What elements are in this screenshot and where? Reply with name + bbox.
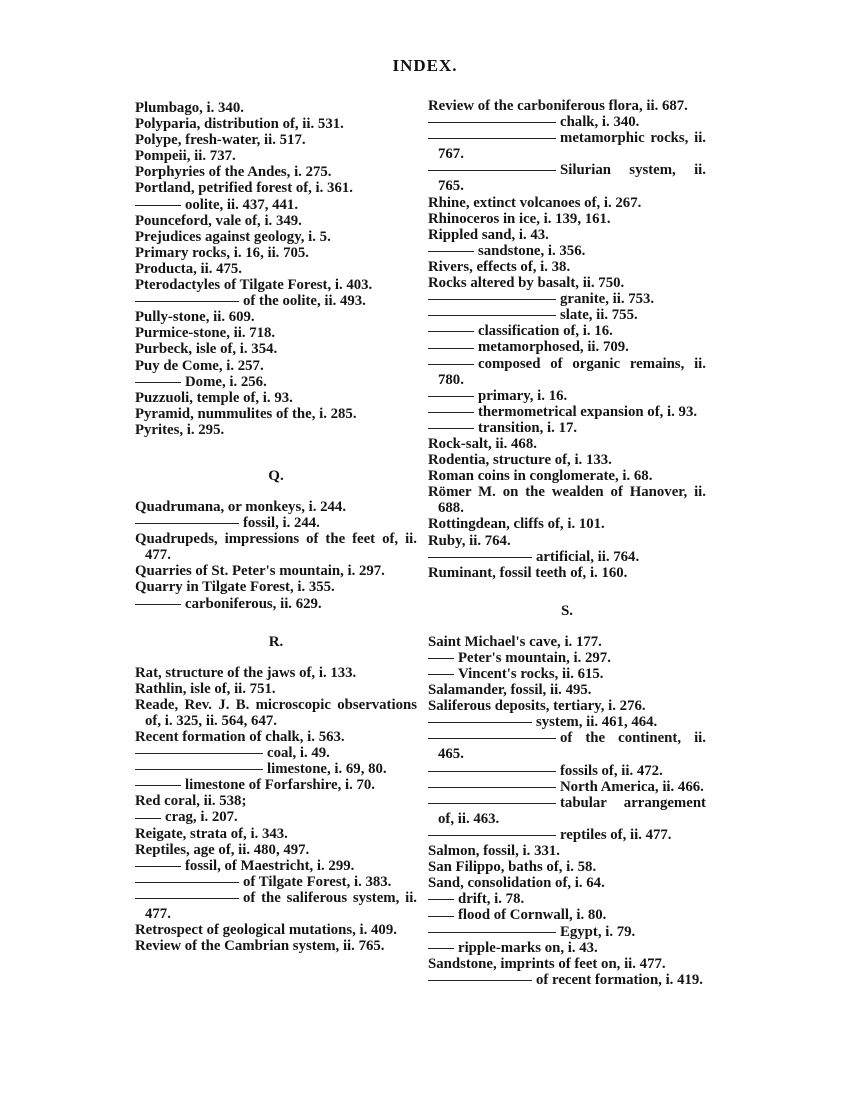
index-entry-text: carboniferous, ii. 629. <box>185 595 322 612</box>
ditto-dash <box>428 980 532 981</box>
ditto-dash <box>428 899 454 900</box>
index-entry-text: fossil, of Maestricht, i. 299. <box>185 857 355 874</box>
index-entry <box>135 100 417 116</box>
index-entry-text: Sand, consolidation of, i. 64. <box>428 875 605 892</box>
ditto-dash <box>428 396 474 397</box>
index-entry <box>135 180 417 196</box>
index-entry <box>135 197 417 213</box>
index-entry-text: Salamander, fossil, ii. 495. <box>428 682 592 699</box>
index-entry-text: Pounceford, vale of, i. 349. <box>135 212 302 229</box>
index-entry <box>135 341 417 357</box>
index-entry <box>135 499 417 515</box>
ditto-dash <box>428 674 454 675</box>
index-entry <box>135 293 417 309</box>
ditto-dash <box>428 771 556 772</box>
index-entry <box>135 809 417 825</box>
index-entry <box>428 549 706 565</box>
index-entry-text: Producta, ii. 475. <box>135 260 243 277</box>
ditto-dash <box>135 785 181 786</box>
index-entry <box>135 826 417 842</box>
ditto-dash <box>135 382 181 383</box>
index-entry <box>428 323 706 339</box>
index-entry-text: Rodentia, structure of, i. 133. <box>428 452 612 469</box>
index-entry <box>135 874 417 890</box>
index-entry-text: Ruminant, fossil teeth of, i. 160. <box>428 564 628 581</box>
index-entry-text: Reptiles, age of, ii. 480, 497. <box>135 841 310 858</box>
index-entry-text: Silurian system, ii. 765. <box>438 162 706 195</box>
index-entry <box>428 875 706 891</box>
ditto-dash <box>428 916 454 917</box>
index-entry <box>135 515 417 531</box>
index-entry <box>428 211 706 227</box>
section-heading: R. <box>268 633 284 650</box>
index-entry-text: composed of organic remains, ii. 780. <box>438 355 706 388</box>
ditto-dash <box>428 722 532 723</box>
index-entry <box>428 634 706 650</box>
ditto-dash <box>135 818 161 819</box>
index-entry <box>428 259 706 275</box>
index-entry-text: Reigate, strata of, i. 343. <box>135 825 288 842</box>
index-entry-text: slate, ii. 755. <box>560 307 638 324</box>
index-entry <box>135 777 417 793</box>
index-entry-text: Rippled sand, i. 43. <box>428 226 549 243</box>
index-entry-text: Egypt, i. 79. <box>560 923 636 940</box>
ditto-dash <box>428 122 556 123</box>
index-entry <box>135 596 417 612</box>
index-entry-text: Red coral, ii. 538; <box>135 793 247 810</box>
index-entry <box>428 436 706 452</box>
index-entry-text: Römer M. on the wealden of Hanover, ii. 688. <box>428 484 706 517</box>
ditto-dash <box>428 658 454 659</box>
ditto-dash <box>135 769 263 770</box>
index-entry-text: granite, ii. 753. <box>560 291 655 308</box>
index-entry-text: crag, i. 207. <box>165 809 238 826</box>
index-entry-text: of the continent, ii. 465. <box>438 730 706 763</box>
index-entry <box>428 291 706 307</box>
index-entry <box>428 130 706 162</box>
index-entry-text: Rhine, extinct volcanoes of, i. 267. <box>428 194 642 211</box>
index-entry <box>135 325 417 341</box>
index-entry <box>428 114 706 130</box>
index-entry <box>135 277 417 293</box>
index-entry <box>135 374 417 390</box>
index-entry-text: limestone, i. 69, 80. <box>267 761 387 778</box>
index-entry <box>428 98 706 114</box>
index-entry-text: system, ii. 461, 464. <box>536 714 658 731</box>
index-entry <box>428 972 706 988</box>
index-entry-text: Roman coins in conglomerate, i. 68. <box>428 468 653 485</box>
index-entry-text: transition, i. 17. <box>478 419 578 436</box>
index-entry-text: Review of the carboniferous flora, ii. 687. <box>428 98 688 114</box>
index-entry <box>135 406 417 422</box>
ditto-dash <box>428 170 556 171</box>
index-entry <box>135 563 417 579</box>
ditto-dash <box>428 803 556 804</box>
index-entry-text: of Tilgate Forest, i. 383. <box>243 873 392 890</box>
index-entry-text: San Filippo, baths of, i. 58. <box>428 859 597 876</box>
index-entry-text: sandstone, i. 356. <box>478 242 586 259</box>
ditto-dash <box>428 932 556 933</box>
ditto-dash <box>428 835 556 836</box>
index-entry-text: metamorphosed, ii. 709. <box>478 339 629 356</box>
index-entry-text: Quadrupeds, impressions of the feet of, ii. 477. <box>135 531 417 564</box>
index-entry <box>135 309 417 325</box>
ditto-dash <box>428 738 556 739</box>
index-entry-text: Porphyries of the Andes, i. 275. <box>135 164 332 181</box>
index-entry-text: Purmice-stone, ii. 718. <box>135 325 276 342</box>
index-entry-text: classification of, i. 16. <box>478 323 613 340</box>
ditto-dash <box>428 364 474 365</box>
section-gap <box>135 485 417 499</box>
index-entry-text: of the oolite, ii. 493. <box>243 293 366 310</box>
ditto-dash <box>428 428 474 429</box>
index-entry-text: Rathlin, isle of, ii. 751. <box>135 680 276 697</box>
index-entry <box>428 565 706 581</box>
index-entry <box>135 745 417 761</box>
index-entry-text: chalk, i. 340. <box>560 114 640 131</box>
index-entry <box>428 843 706 859</box>
ditto-dash <box>135 898 239 899</box>
index-entry <box>428 682 706 698</box>
index-entry <box>428 420 706 436</box>
index-entry <box>135 938 417 954</box>
index-entry <box>428 243 706 259</box>
index-entry <box>135 665 417 681</box>
index-entry <box>428 275 706 291</box>
index-entry-text: Reade, Rev. J. B. microscopic observations of, i. 325, ii. 564, 647. <box>135 696 417 729</box>
index-entry-text: Plumbago, i. 340. <box>135 100 244 116</box>
index-entry <box>135 132 417 148</box>
section-heading: S. <box>560 602 574 619</box>
index-entry-text: thermometrical expansion of, i. 93. <box>478 403 698 420</box>
ditto-dash <box>428 787 556 788</box>
section-heading: Q. <box>268 467 284 484</box>
index-entry <box>135 164 417 180</box>
ditto-dash <box>428 251 474 252</box>
index-entry-text: Retrospect of geological mutations, i. 409. <box>135 922 397 939</box>
index-entry <box>428 924 706 940</box>
index-entry-text: coal, i. 49. <box>267 745 330 762</box>
index-entry-text: oolite, ii. 437, 441. <box>185 196 299 213</box>
index-entry-text: Sandstone, imprints of feet on, ii. 477. <box>428 955 666 972</box>
ditto-dash <box>135 523 239 524</box>
index-entry <box>135 213 417 229</box>
index-entry <box>428 388 706 404</box>
index-entry-text: Portland, petrified forest of, i. 361. <box>135 180 353 197</box>
index-entry <box>428 307 706 323</box>
index-entry <box>428 827 706 843</box>
page-header: INDEX. <box>392 56 458 75</box>
index-entry-text: Dome, i. 256. <box>185 373 267 390</box>
index-entry-text: Rhinoceros in ice, i. 139, 161. <box>428 210 611 227</box>
index-entry-text: flood of Cornwall, i. 80. <box>458 907 607 924</box>
index-entry-text: of the saliferous system, ii. 477. <box>145 889 417 923</box>
index-entry <box>428 891 706 907</box>
index-entry <box>135 390 417 406</box>
index-entry <box>135 579 417 595</box>
index-entry <box>135 681 417 697</box>
index-entry <box>428 162 706 194</box>
index-column-left <box>135 100 417 954</box>
index-entry-text: Primary rocks, i. 16, ii. 705. <box>135 244 309 261</box>
index-entry <box>135 697 417 729</box>
index-entry <box>428 956 706 972</box>
index-entry <box>428 227 706 243</box>
index-entry-text: Quarries of St. Peter's mountain, i. 297. <box>135 563 385 580</box>
index-entry-text: fossils of, ii. 472. <box>560 762 663 779</box>
index-entry-text: Puzzuoli, temple of, i. 93. <box>135 389 293 406</box>
index-entry <box>428 195 706 211</box>
index-entry-text: Polyparia, distribution of, ii. 531. <box>135 116 344 133</box>
index-entry <box>135 261 417 277</box>
index-entry <box>135 422 417 438</box>
index-entry-text: Salmon, fossil, i. 331. <box>428 843 560 860</box>
ditto-dash <box>428 948 454 949</box>
index-entry <box>428 795 706 827</box>
index-entry <box>135 531 417 563</box>
index-entry <box>428 714 706 730</box>
index-entry-text: North America, ii. 466. <box>560 778 704 795</box>
index-entry-text: Pyramid, nummulites of the, i. 285. <box>135 405 357 422</box>
index-entry-text: Polype, fresh-water, ii. 517. <box>135 132 306 149</box>
index-entry <box>428 356 706 388</box>
index-entry <box>428 404 706 420</box>
index-entry <box>428 468 706 484</box>
index-entry <box>135 890 417 922</box>
index-entry <box>135 922 417 938</box>
index-entry-text: Purbeck, isle of, i. 354. <box>135 341 278 358</box>
index-entry <box>135 842 417 858</box>
ditto-dash <box>135 301 239 302</box>
index-entry <box>135 245 417 261</box>
index-entry-text: Rock-salt, ii. 468. <box>428 435 537 452</box>
index-column-right <box>428 98 706 988</box>
index-entry <box>428 907 706 923</box>
index-entry <box>428 516 706 532</box>
index-entry-text: Review of the Cambrian system, ii. 765. <box>135 938 385 955</box>
section-gap <box>428 581 706 603</box>
index-entry <box>135 761 417 777</box>
index-entry <box>428 650 706 666</box>
index-entry <box>428 533 706 549</box>
index-entry <box>135 229 417 245</box>
ditto-dash <box>135 753 263 754</box>
index-entry-text: Rat, structure of the jaws of, i. 133. <box>135 664 357 681</box>
index-entry-text: Vincent's rocks, ii. 615. <box>458 666 604 682</box>
index-entry <box>135 729 417 745</box>
ditto-dash <box>428 557 532 558</box>
index-entry-text: Pterodactyles of Tilgate Forest, i. 403. <box>135 277 373 294</box>
index-entry-text: metamorphic rocks, ii. 767. <box>438 130 706 163</box>
index-entry <box>135 858 417 874</box>
index-entry-text: Quarry in Tilgate Forest, i. 355. <box>135 579 335 596</box>
index-entry-text: Pompeii, ii. 737. <box>135 148 236 165</box>
ditto-dash <box>428 138 556 139</box>
index-entry-text: Ruby, ii. 764. <box>428 532 511 549</box>
section-gap <box>135 438 417 468</box>
index-entry-text: artificial, ii. 764. <box>536 548 640 565</box>
index-entry-text: drift, i. 78. <box>458 891 525 908</box>
index-entry-text: Saliferous deposits, tertiary, i. 276. <box>428 698 646 715</box>
index-entry-text: Pully-stone, ii. 609. <box>135 309 255 326</box>
index-entry <box>135 116 417 132</box>
index-entry-text: Puy de Come, i. 257. <box>135 357 264 374</box>
index-entry-text: Rottingdean, cliffs of, i. 101. <box>428 516 605 533</box>
index-entry-text: Quadrumana, or monkeys, i. 244. <box>135 498 347 515</box>
index-entry <box>135 793 417 809</box>
ditto-dash <box>428 348 474 349</box>
section-gap <box>135 651 417 665</box>
index-entry <box>428 859 706 875</box>
index-entry-text: Prejudices against geology, i. 5. <box>135 228 331 245</box>
index-entry-text: tabular arrangement of, ii. 463. <box>438 794 706 827</box>
index-entry-text: Peter's mountain, i. 297. <box>458 649 611 666</box>
index-entry <box>428 666 706 682</box>
index-entry <box>428 698 706 714</box>
index-entry <box>135 148 417 164</box>
index-entry-text: Pyrites, i. 295. <box>135 421 225 438</box>
index-entry-text: limestone of Forfarshire, i. 70. <box>185 777 375 794</box>
index-entry-text: Recent formation of chalk, i. 563. <box>135 729 345 745</box>
ditto-dash <box>428 299 556 300</box>
index-entry <box>428 339 706 355</box>
ditto-dash <box>135 604 181 605</box>
section-gap <box>428 620 706 634</box>
index-entry <box>135 358 417 374</box>
index-entry-text: of recent formation, i. 419. <box>536 971 703 988</box>
index-entry-text: ripple-marks on, i. 43. <box>458 939 598 956</box>
index-entry-text: fossil, i. 244. <box>243 515 320 532</box>
index-entry <box>428 730 706 762</box>
index-entry-text: Rocks altered by basalt, ii. 750. <box>428 275 625 292</box>
ditto-dash <box>428 412 474 413</box>
index-entry <box>428 452 706 468</box>
ditto-dash <box>135 866 181 867</box>
index-entry-text: Saint Michael's cave, i. 177. <box>428 633 602 650</box>
ditto-dash <box>428 315 556 316</box>
index-entry-text: reptiles of, ii. 477. <box>560 826 672 843</box>
ditto-dash <box>135 882 239 883</box>
index-entry <box>428 763 706 779</box>
index-entry-text: primary, i. 16. <box>478 387 568 404</box>
index-entry <box>428 940 706 956</box>
index-entry <box>428 779 706 795</box>
section-gap <box>135 612 417 634</box>
ditto-dash <box>428 331 474 332</box>
ditto-dash <box>135 205 181 206</box>
index-entry <box>428 484 706 516</box>
index-entry-text: Rivers, effects of, i. 38. <box>428 258 571 275</box>
